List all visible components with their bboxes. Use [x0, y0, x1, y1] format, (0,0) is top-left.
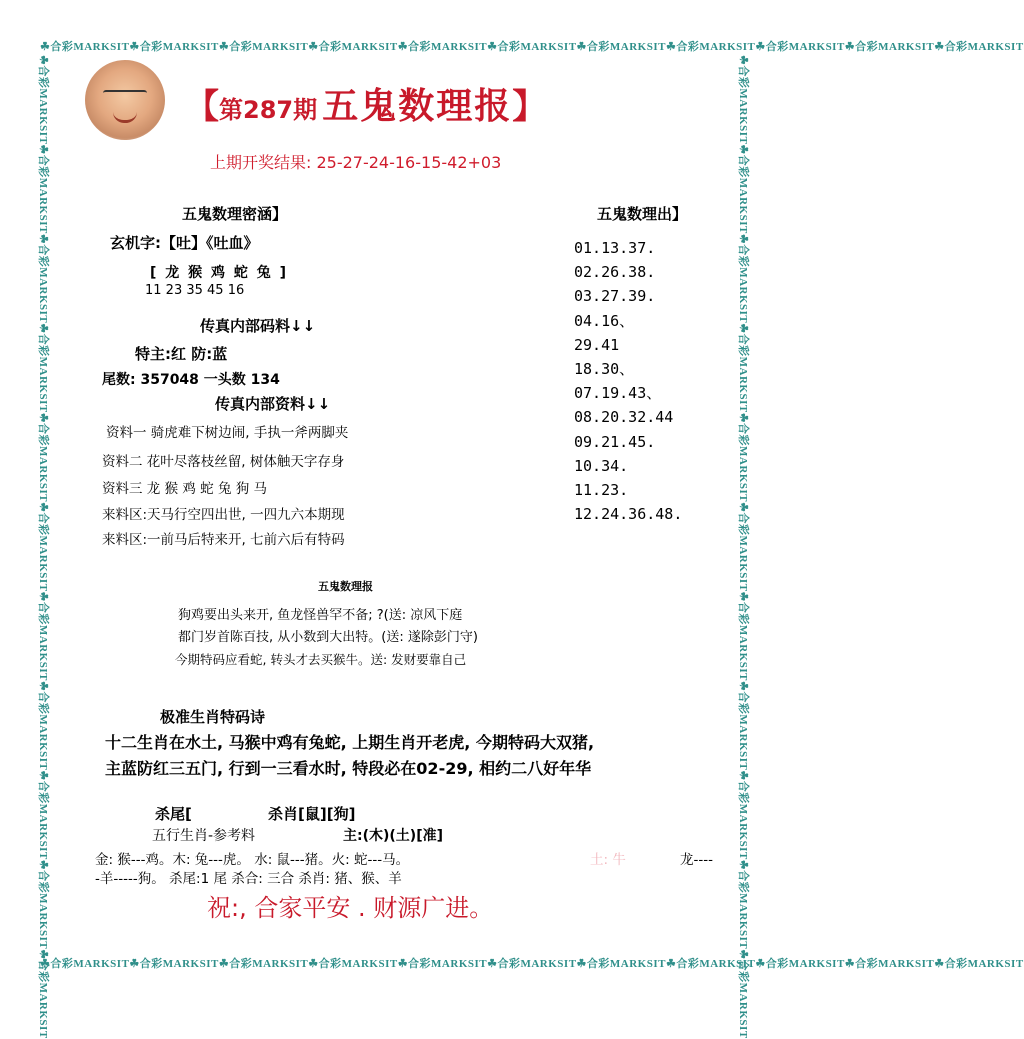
ziliao-line-3: 资料三 龙 猴 鸡 蛇 兔 狗 马 [102, 481, 268, 497]
watermark-border-top: ☘合彩MARKSIT☘合彩MARKSIT☘合彩MARKSIT☘合彩MARKSIT☘合彩MARKSIT☘合彩MARKSIT☘合彩MARKSIT☘合彩MARKSIT☘合彩MARKSIT☘合彩MARKSIT☘合彩MARKSIT [40, 41, 1024, 53]
title-bracket-close: 】 [512, 87, 547, 127]
xuanji-line: 玄机字:【吐】《吐血》 [110, 234, 259, 252]
lailiao-line-2: 来料区:一前马后特来开, 七前六后有特码 [102, 532, 345, 548]
lailiao-line-1: 来料区:天马行空四出世, 一四九六本期现 [102, 507, 345, 523]
number-row: 03.27.39. [574, 287, 656, 306]
poem-line-1: 十二生肖在水土, 马猴中鸡有兔蛇, 上期生肖开老虎, 今期特码大双猪, [105, 733, 595, 752]
watermark-border-left [37, 55, 54, 1039]
ziliao-line-2: 资料二 花叶尽落枝丝留, 树体触天字存身 [102, 454, 345, 470]
number-row: 08.20.32.44 [574, 408, 674, 427]
wuxing-main: 主:(木)(土)[准] [343, 828, 443, 844]
poem-heading: 极准生肖特码诗 [160, 708, 266, 726]
shaxiao-label: 杀肖[鼠][狗] [268, 805, 356, 823]
watermark-border-right [737, 55, 754, 1039]
left-section-heading: 五鬼数理密涵】 [182, 205, 288, 223]
watermark-border-bottom: ☘合彩MARKSIT☘合彩MARKSIT☘合彩MARKSIT☘合彩MARKSIT☘合彩MARKSIT☘合彩MARKSIT☘合彩MARKSIT☘合彩MARKSIT☘合彩MARKSIT☘合彩MARKSIT☘合彩MARKSIT [40, 958, 1024, 970]
weishu-line: 尾数: 357048 一头数 134 [102, 372, 280, 388]
number-row: 12.24.36.48. [574, 505, 683, 524]
middle-line-1: 狗鸡要出头来开, 鱼龙怪兽罕不备; ?(送: 凉风下庭 [178, 608, 463, 623]
number-list [574, 236, 682, 526]
number-row: 01.13.37. [574, 239, 656, 257]
paper-name: 五鬼数理报 [322, 85, 513, 127]
title-bracket-open: 【 [185, 87, 219, 127]
number-row: 09.21.45. [574, 432, 656, 451]
middle-line-2: 都门岁首陈百技, 从小数到大出特。(送: 遂除彭门守) [178, 630, 478, 645]
wuxing-faint: 土: 牛 [590, 852, 626, 868]
issue-number: 第287期 [219, 96, 318, 124]
chuanzhen-line-2: 传真内部资料↓↓ [215, 395, 331, 413]
avatar-portrait [85, 60, 165, 140]
zodiac-line: [ 龙 猴 鸡 蛇 兔 ] [150, 265, 289, 281]
wuxing-label: 五行生肖-参考料 [152, 828, 256, 844]
wuxing-line-1: 金: 猴---鸡。木: 兔---虎。 水: 鼠---猪。火: 蛇---马。 [95, 852, 410, 868]
last-draw-result: 上期开奖结果: 25-27-24-16-15-42+03 [210, 153, 502, 172]
number-row: 02.26.38. [574, 263, 656, 282]
tezhu-line: 特主:红 防:蓝 [135, 345, 228, 363]
shawei-label: 杀尾[ [155, 805, 192, 823]
ziliao-line-1: 资料一 骑虎难下树边闹, 手执一斧两脚夹 [106, 425, 349, 441]
middle-line-3: 今期特码应看蛇, 转头才去买猴牛。送: 发财要靠自己 [175, 652, 467, 667]
middle-small-title: 五鬼数理报 [318, 580, 373, 593]
watermark-left-text: ☘合彩MARKSIT☘合彩MARKSIT☘合彩MARKSIT☘合彩MARKSIT☘合彩MARKSIT☘合彩MARKSIT☘合彩MARKSIT☘合彩MARKSIT☘合彩MARKSIT☘合彩MARKSIT☘合彩MARKSIT [37, 55, 49, 1039]
number-row: 04.16、 [574, 311, 635, 330]
blessing-text: 祝:, 合家平安 . 财源广进。 [207, 894, 494, 922]
page-title [185, 78, 546, 129]
glasses-shape [103, 90, 147, 100]
number-row: 10.34. [574, 456, 629, 475]
zodiac-numbers: 11 23 35 45 16 [145, 283, 245, 298]
watermark-right-text: ☘合彩MARKSIT☘合彩MARKSIT☘合彩MARKSIT☘合彩MARKSIT☘合彩MARKSIT☘合彩MARKSIT☘合彩MARKSIT☘合彩MARKSIT☘合彩MARKSIT☘合彩MARKSIT☘合彩MARKSIT [737, 55, 749, 1039]
right-section-heading: 五鬼数理出】 [597, 205, 688, 223]
number-row: 07.19.43、 [574, 384, 662, 403]
chuanzhen-line-1: 传真内部码料↓↓ [200, 317, 316, 335]
wuxing-line-2: -羊-----狗。 杀尾:1 尾 杀合: 三合 杀肖: 猪、猴、羊 [95, 871, 402, 887]
number-row: 29.41 [574, 335, 620, 354]
poem-body [105, 730, 594, 782]
smile-shape [113, 112, 137, 123]
number-row: 18.30、 [574, 359, 635, 378]
number-row: 11.23. [574, 480, 629, 499]
poem-line-2: 主蓝防红三五门, 行到一三看水时, 特段必在02-29, 相约二八好年华 [105, 759, 592, 778]
wuxing-line-1-end: 龙---- [680, 852, 713, 868]
